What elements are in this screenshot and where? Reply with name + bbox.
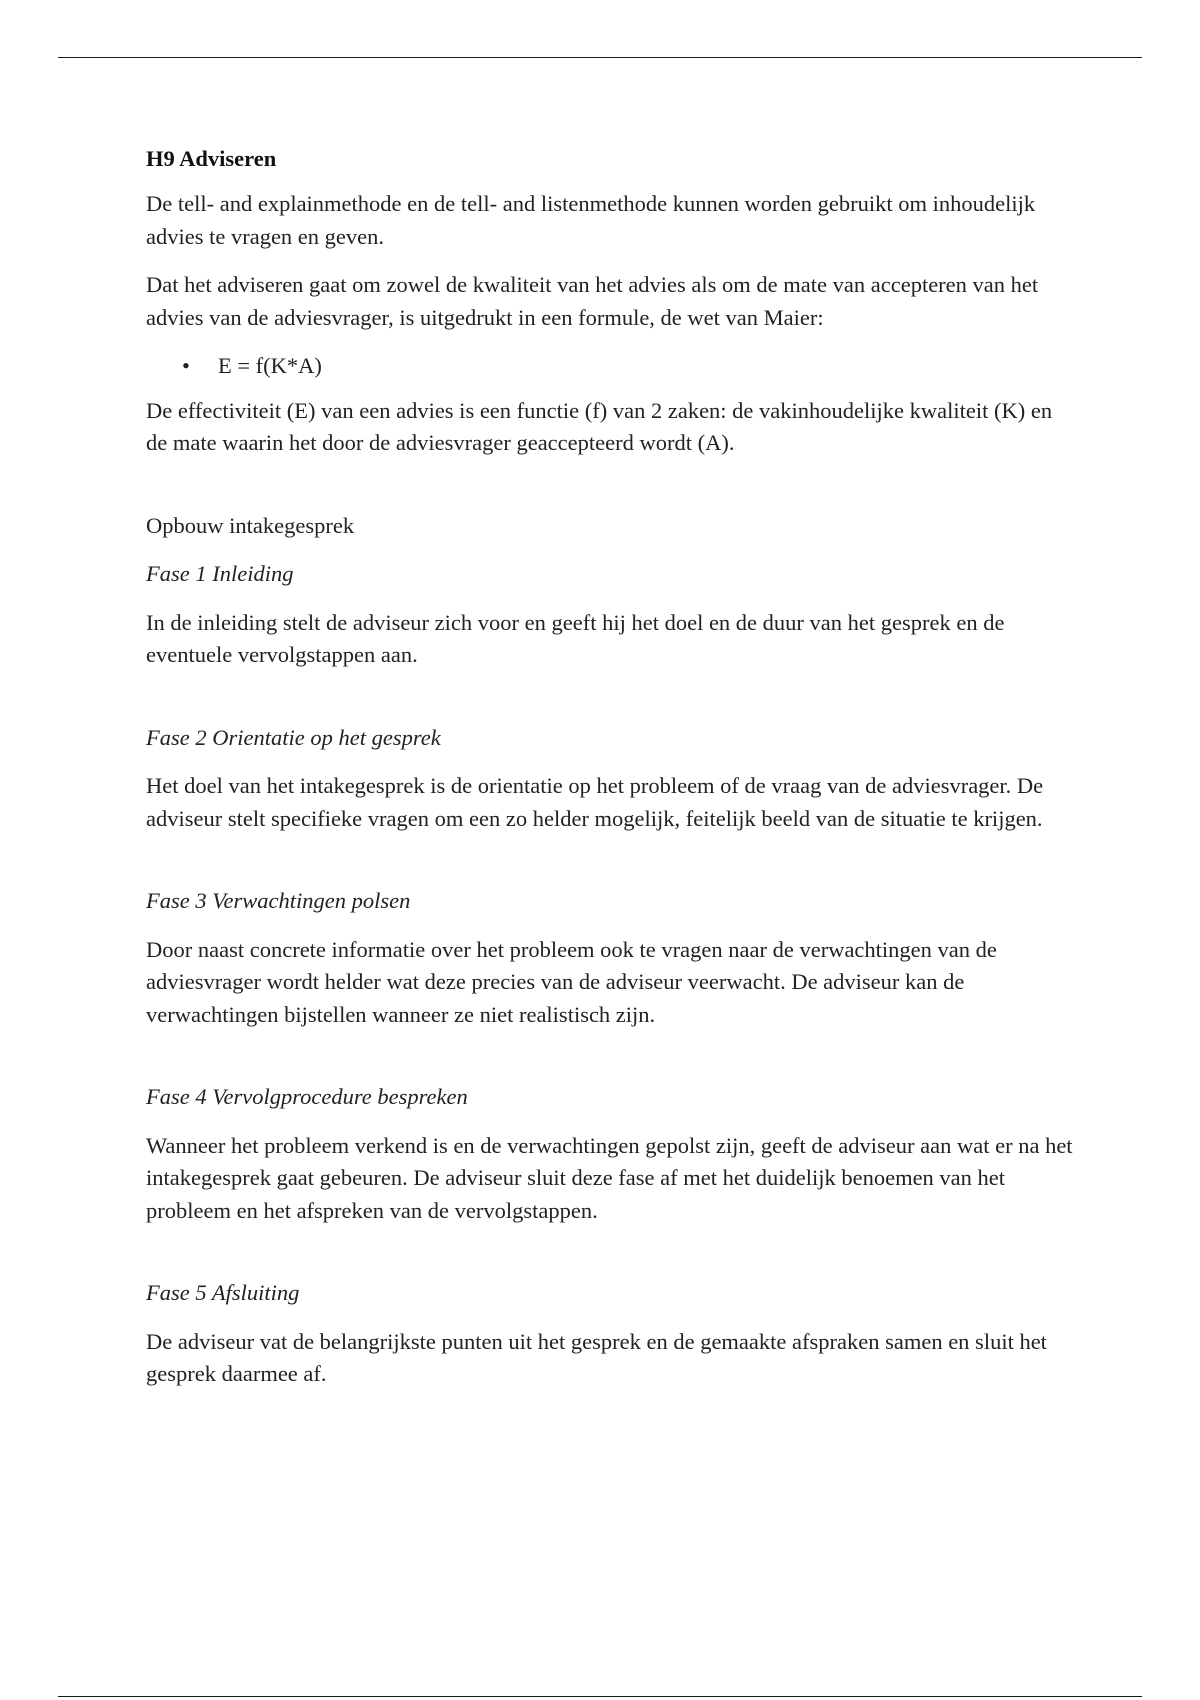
phase-title: Fase 4 Vervolgprocedure bespreken <box>146 1084 468 1109</box>
blank-line <box>146 476 1076 510</box>
section-heading: Opbouw intakegesprek <box>146 512 355 538</box>
phase-text: De adviseur vat de belangrijkste punten uit het gesprek en de gemaakte afspraken samen en sluit het gesprek daarmee af. <box>146 1328 1047 1386</box>
intro-paragraph: Dat het adviseren gaat om zowel de kwaliteit van het advies als om de mate van accepteren van het advies van de adviesvrager, is uitgedrukt in een formule, de wet van Maier: <box>146 272 1039 330</box>
blank-line <box>146 688 1076 722</box>
phase-text: Wanneer het probleem verkend is en de verwachtingen gepolst zijn, geeft de adviseur aan wat er na het intakegesprek gaat gebeuren. De adviseur sluit deze fase af met het duidelijk benoemen van het probleem en het afspreken van de vervolgstappen. <box>146 1132 1073 1223</box>
formula-explanation: De effectiviteit (E) van een advies is een functie (f) van 2 zaken: de vakinhoudelijke kwaliteit (K) en de mate waarin het door de adviesvrager geaccepteerd wordt (A). <box>146 397 1053 455</box>
phase-title: Fase 2 Orientatie op het gesprek <box>146 724 441 750</box>
document-body <box>146 142 1076 1407</box>
phase-text: Het doel van het intakegesprek is de orientatie op het probleem of de vraag van de adviesvrager. De adviseur stelt specifieke vragen om een zo helder mogelijk, feitelijk beeld van de situatie te krijgen. <box>146 773 1044 831</box>
phase-text: Door naast concrete informatie over het probleem ook te vragen naar de verwachtingen van de adviesvrager wordt helder wat deze precies van de adviseur veerwacht. De adviseur kan de verwachtingen bijstellen wanneer ze niet realistisch zijn. <box>146 936 997 1027</box>
blank-line <box>146 1243 1076 1277</box>
footer-rule <box>58 1696 1142 1697</box>
intro-paragraph: De tell- and explainmethode en de tell- and listenmethode kunnen worden gebruikt om inhoudelijk advies te vragen en geven. <box>146 191 1036 249</box>
formula-item <box>146 350 1076 383</box>
formula-list <box>146 350 1076 383</box>
document-title: H9 Adviseren <box>146 146 277 171</box>
blank-line <box>146 851 1076 885</box>
phase-title: Fase 3 Verwachtingen polsen <box>146 888 411 913</box>
phase-title: Fase 5 Afsluiting <box>146 1280 300 1305</box>
phase-text: In de inleiding stelt de adviseur zich voor en geeft hij het doel en de duur van het gesprek en de eventuele vervolgstappen aan. <box>146 609 1005 667</box>
phase-title: Fase 1 Inleiding <box>146 561 294 586</box>
bullet-icon: • <box>182 353 190 378</box>
blank-line <box>146 1047 1076 1081</box>
header-rule <box>58 57 1142 58</box>
formula-text: E = f(K*A) <box>218 353 322 378</box>
